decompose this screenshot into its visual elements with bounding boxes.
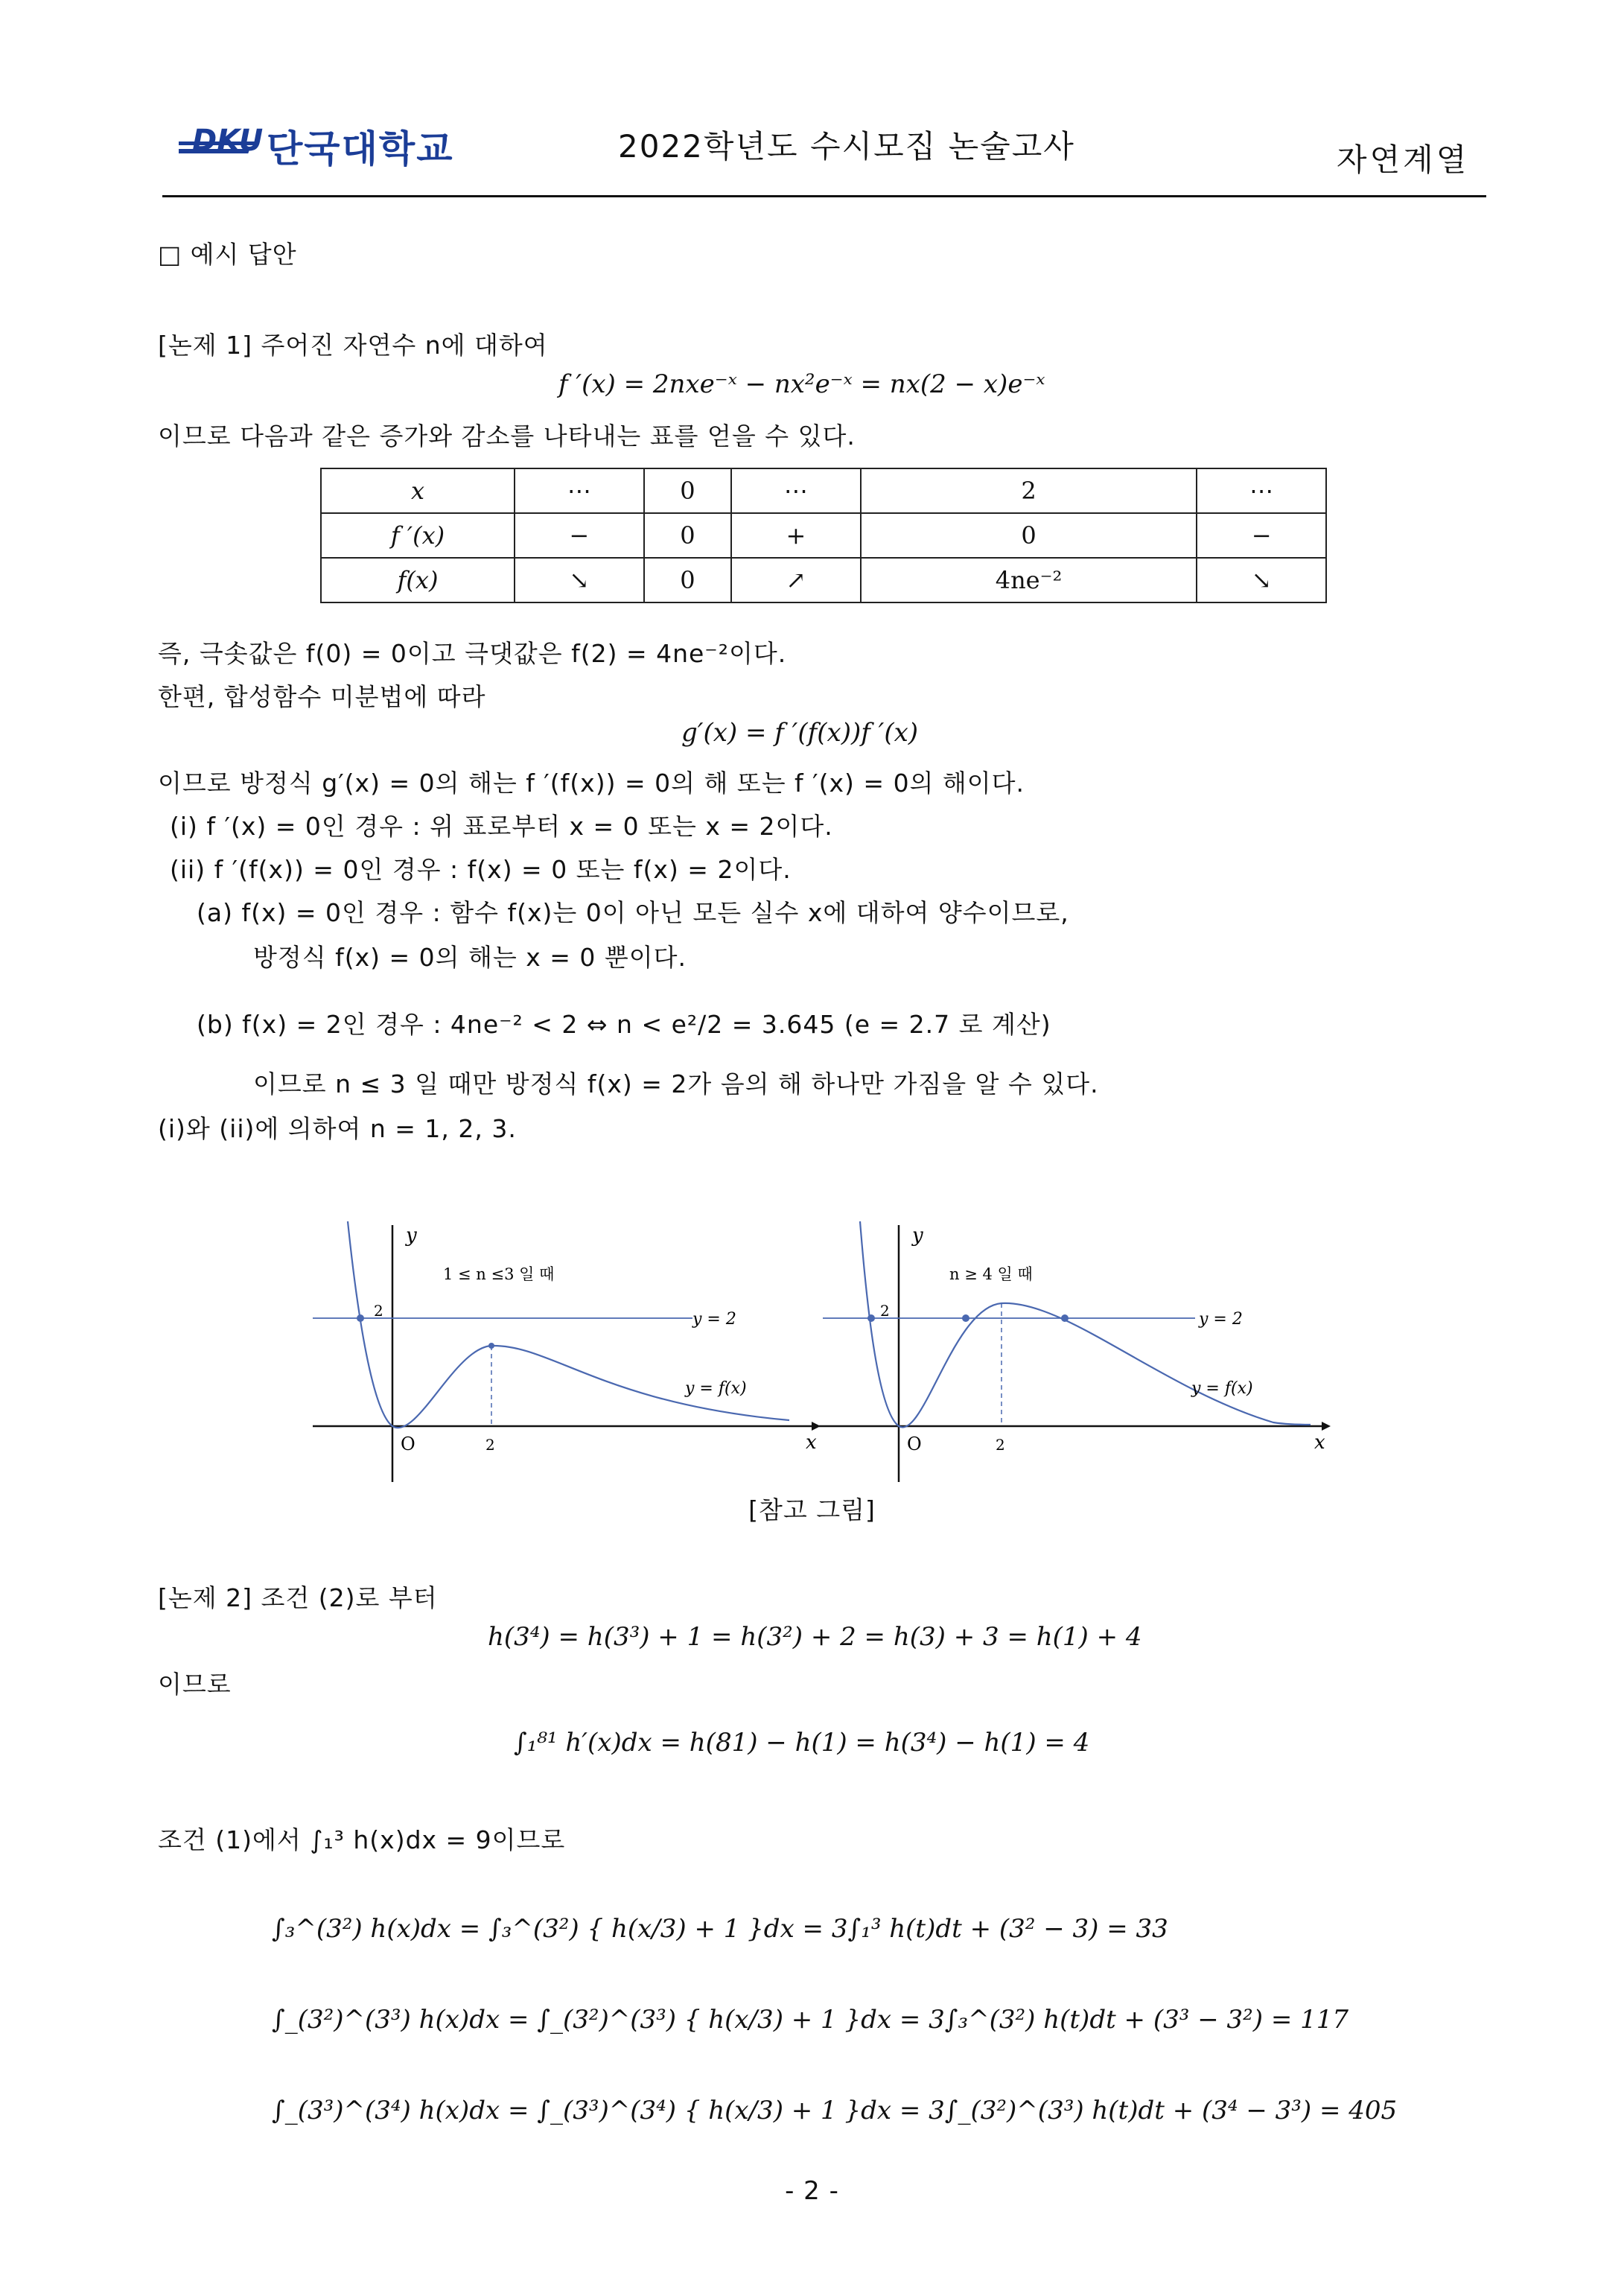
origin-label: O (907, 1434, 922, 1454)
case-a1: (a) f(x) = 0인 경우 : 함수 f(x)는 0이 아닌 모든 실수 x에 대하여 양수이므로, (197, 898, 1069, 927)
university-logo (179, 118, 491, 170)
case-b2: 이므로 n ≤ 3 일 때만 방정식 f(x) = 2가 음의 해 하나만 가짐을 알 수 있다. (253, 1069, 1099, 1098)
tick-x-label: 2 (485, 1436, 495, 1454)
max-point (488, 1343, 494, 1349)
table-cell: 0 (644, 513, 731, 558)
reference-graphs (305, 1188, 1333, 1493)
line-label: y = 2 (1199, 1310, 1243, 1329)
curve-label: y = f(x) (1191, 1379, 1253, 1398)
table-cell: ⋯ (1197, 468, 1326, 513)
intersection-point (867, 1314, 875, 1322)
increase-decrease-table (320, 468, 1327, 603)
tick-x-label: 2 (996, 1436, 1005, 1454)
table-cell: ↘ (1197, 558, 1326, 602)
intersection-point (962, 1314, 969, 1322)
table-cell: f(x) (321, 558, 515, 602)
problem2-intro: [논제 2] 조건 (2)로 부터 (158, 1583, 438, 1612)
origin-label: O (401, 1434, 415, 1454)
table-cell: x (321, 468, 515, 513)
condition-label: n ≥ 4 일 때 (949, 1265, 1033, 1283)
problem2-line3: 조건 (1)에서 ∫₁³ h(x)dx = 9이므로 (158, 1825, 566, 1854)
curve-label: y = f(x) (685, 1379, 747, 1398)
exam-category: 자연계열 (1337, 141, 1470, 178)
graph-right (819, 1221, 1331, 1482)
intersection-point (1061, 1314, 1069, 1322)
table-cell: 0 (861, 513, 1197, 558)
table-cell: 0 (644, 558, 731, 602)
table-row (321, 513, 1326, 558)
problem1-line4: 한편, 합성함수 미분법에 따라 (158, 682, 486, 711)
table-row (321, 558, 1326, 602)
problem1-eq2: g′(x) = f ′(f(x))f ′(x) (681, 718, 919, 748)
case-ii: (ii) f ′(f(x)) = 0인 경우 : f(x) = 0 또는 f(x) = 2이다. (170, 855, 792, 884)
case-a2: 방정식 f(x) = 0의 해는 x = 0 뿐이다. (253, 943, 687, 972)
page-number: - 2 - (785, 2176, 839, 2206)
graph-left (313, 1221, 821, 1482)
problem1-conclusion: (i)와 (ii)에 의하여 n = 1, 2, 3. (158, 1114, 517, 1143)
table-cell: f ′(x) (321, 513, 515, 558)
problem2-eq2: ∫₁⁸¹ h′(x)dx = h(81) − h(1) = h(3⁴) − h(1) = 4 (514, 1728, 1090, 1758)
table-cell: 0 (644, 468, 731, 513)
problem1-line2: 이므로 다음과 같은 증가와 감소를 나타내는 표를 얻을 수 있다. (158, 422, 856, 451)
table-cell: + (731, 513, 861, 558)
problem2-eq4: ∫_(3²)^(3³) h(x)dx = ∫_(3²)^(3³) { h(x/3) + 1 }dx = 3∫₃^(3²) h(t)dt + (3³ − 3²) = 117 (272, 2005, 1349, 2035)
x-axis-arrow-icon (1322, 1422, 1331, 1431)
dku-logo-icon (179, 119, 268, 164)
tick-y-label: 2 (374, 1302, 383, 1320)
table-cell: − (1197, 513, 1326, 558)
case-i: (i) f ′(x) = 0인 경우 : 위 표로부터 x = 0 또는 x = 2이다. (170, 812, 833, 841)
problem2-eq3: ∫₃^(3²) h(x)dx = ∫₃^(3²) { h(x/3) + 1 }dx = 3∫₁³ h(t)dt + (3² − 3) = 33 (272, 1914, 1168, 1944)
problem2-eq1: h(3⁴) = h(3³) + 1 = h(3²) + 2 = h(3) + 3 = h(1) + 4 (488, 1622, 1142, 1652)
logo-text: 단국대학교 (267, 127, 454, 171)
tick-y-label: 2 (880, 1302, 890, 1320)
y-axis-label: y (406, 1224, 417, 1247)
table-cell: ⋯ (731, 468, 861, 513)
line-label: y = 2 (692, 1310, 736, 1329)
problem2-eq5: ∫_(3³)^(3⁴) h(x)dx = ∫_(3³)^(3⁴) { h(x/3) + 1 }dx = 3∫_(3²)^(3³) h(t)dt + (3⁴ − 3³) = 405 (272, 2096, 1398, 2125)
case-b: (b) f(x) = 2인 경우 : 4ne⁻² < 2 ⇔ n < e²/2 = 3.645 (e = 2.7 로 계산) (197, 1010, 1051, 1039)
problem1-line5: 이므로 방정식 g′(x) = 0의 해는 f ′(f(x)) = 0의 해 또는 f ′(x) = 0의 해이다. (158, 769, 1025, 798)
graphs-svg (305, 1188, 1333, 1493)
condition-label: 1 ≤ n ≤3 일 때 (443, 1265, 555, 1283)
problem2-line2: 이므로 (158, 1670, 232, 1699)
y-axis-label: y (912, 1224, 923, 1247)
table-cell: − (515, 513, 644, 558)
table-cell: ↗ (731, 558, 861, 602)
intersection-point (357, 1314, 364, 1322)
exam-title: 2022학년도 수시모집 논술고사 (618, 128, 1075, 165)
x-axis-label: x (1314, 1431, 1325, 1454)
svg-text:DKU: DKU (192, 124, 264, 158)
table-cell: ↘ (515, 558, 644, 602)
table-cell: ⋯ (515, 468, 644, 513)
x-axis-label: x (806, 1431, 817, 1454)
table-cell: 2 (861, 468, 1197, 513)
problem1-eq1: f ′(x) = 2nxe⁻ˣ − nx²e⁻ˣ = nx(2 − x)e⁻ˣ (558, 369, 1045, 399)
table-cell: 4ne⁻² (861, 558, 1197, 602)
problem1-line3: 즉, 극솟값은 f(0) = 0이고 극댓값은 f(2) = 4ne⁻²이다. (158, 639, 787, 668)
section-title: □ 예시 답안 (158, 240, 297, 269)
table-row (321, 468, 1326, 513)
graph-caption: [참고 그림] (748, 1495, 876, 1524)
problem1-intro: [논제 1] 주어진 자연수 n에 대하여 (158, 331, 548, 360)
header-rule (162, 195, 1486, 197)
